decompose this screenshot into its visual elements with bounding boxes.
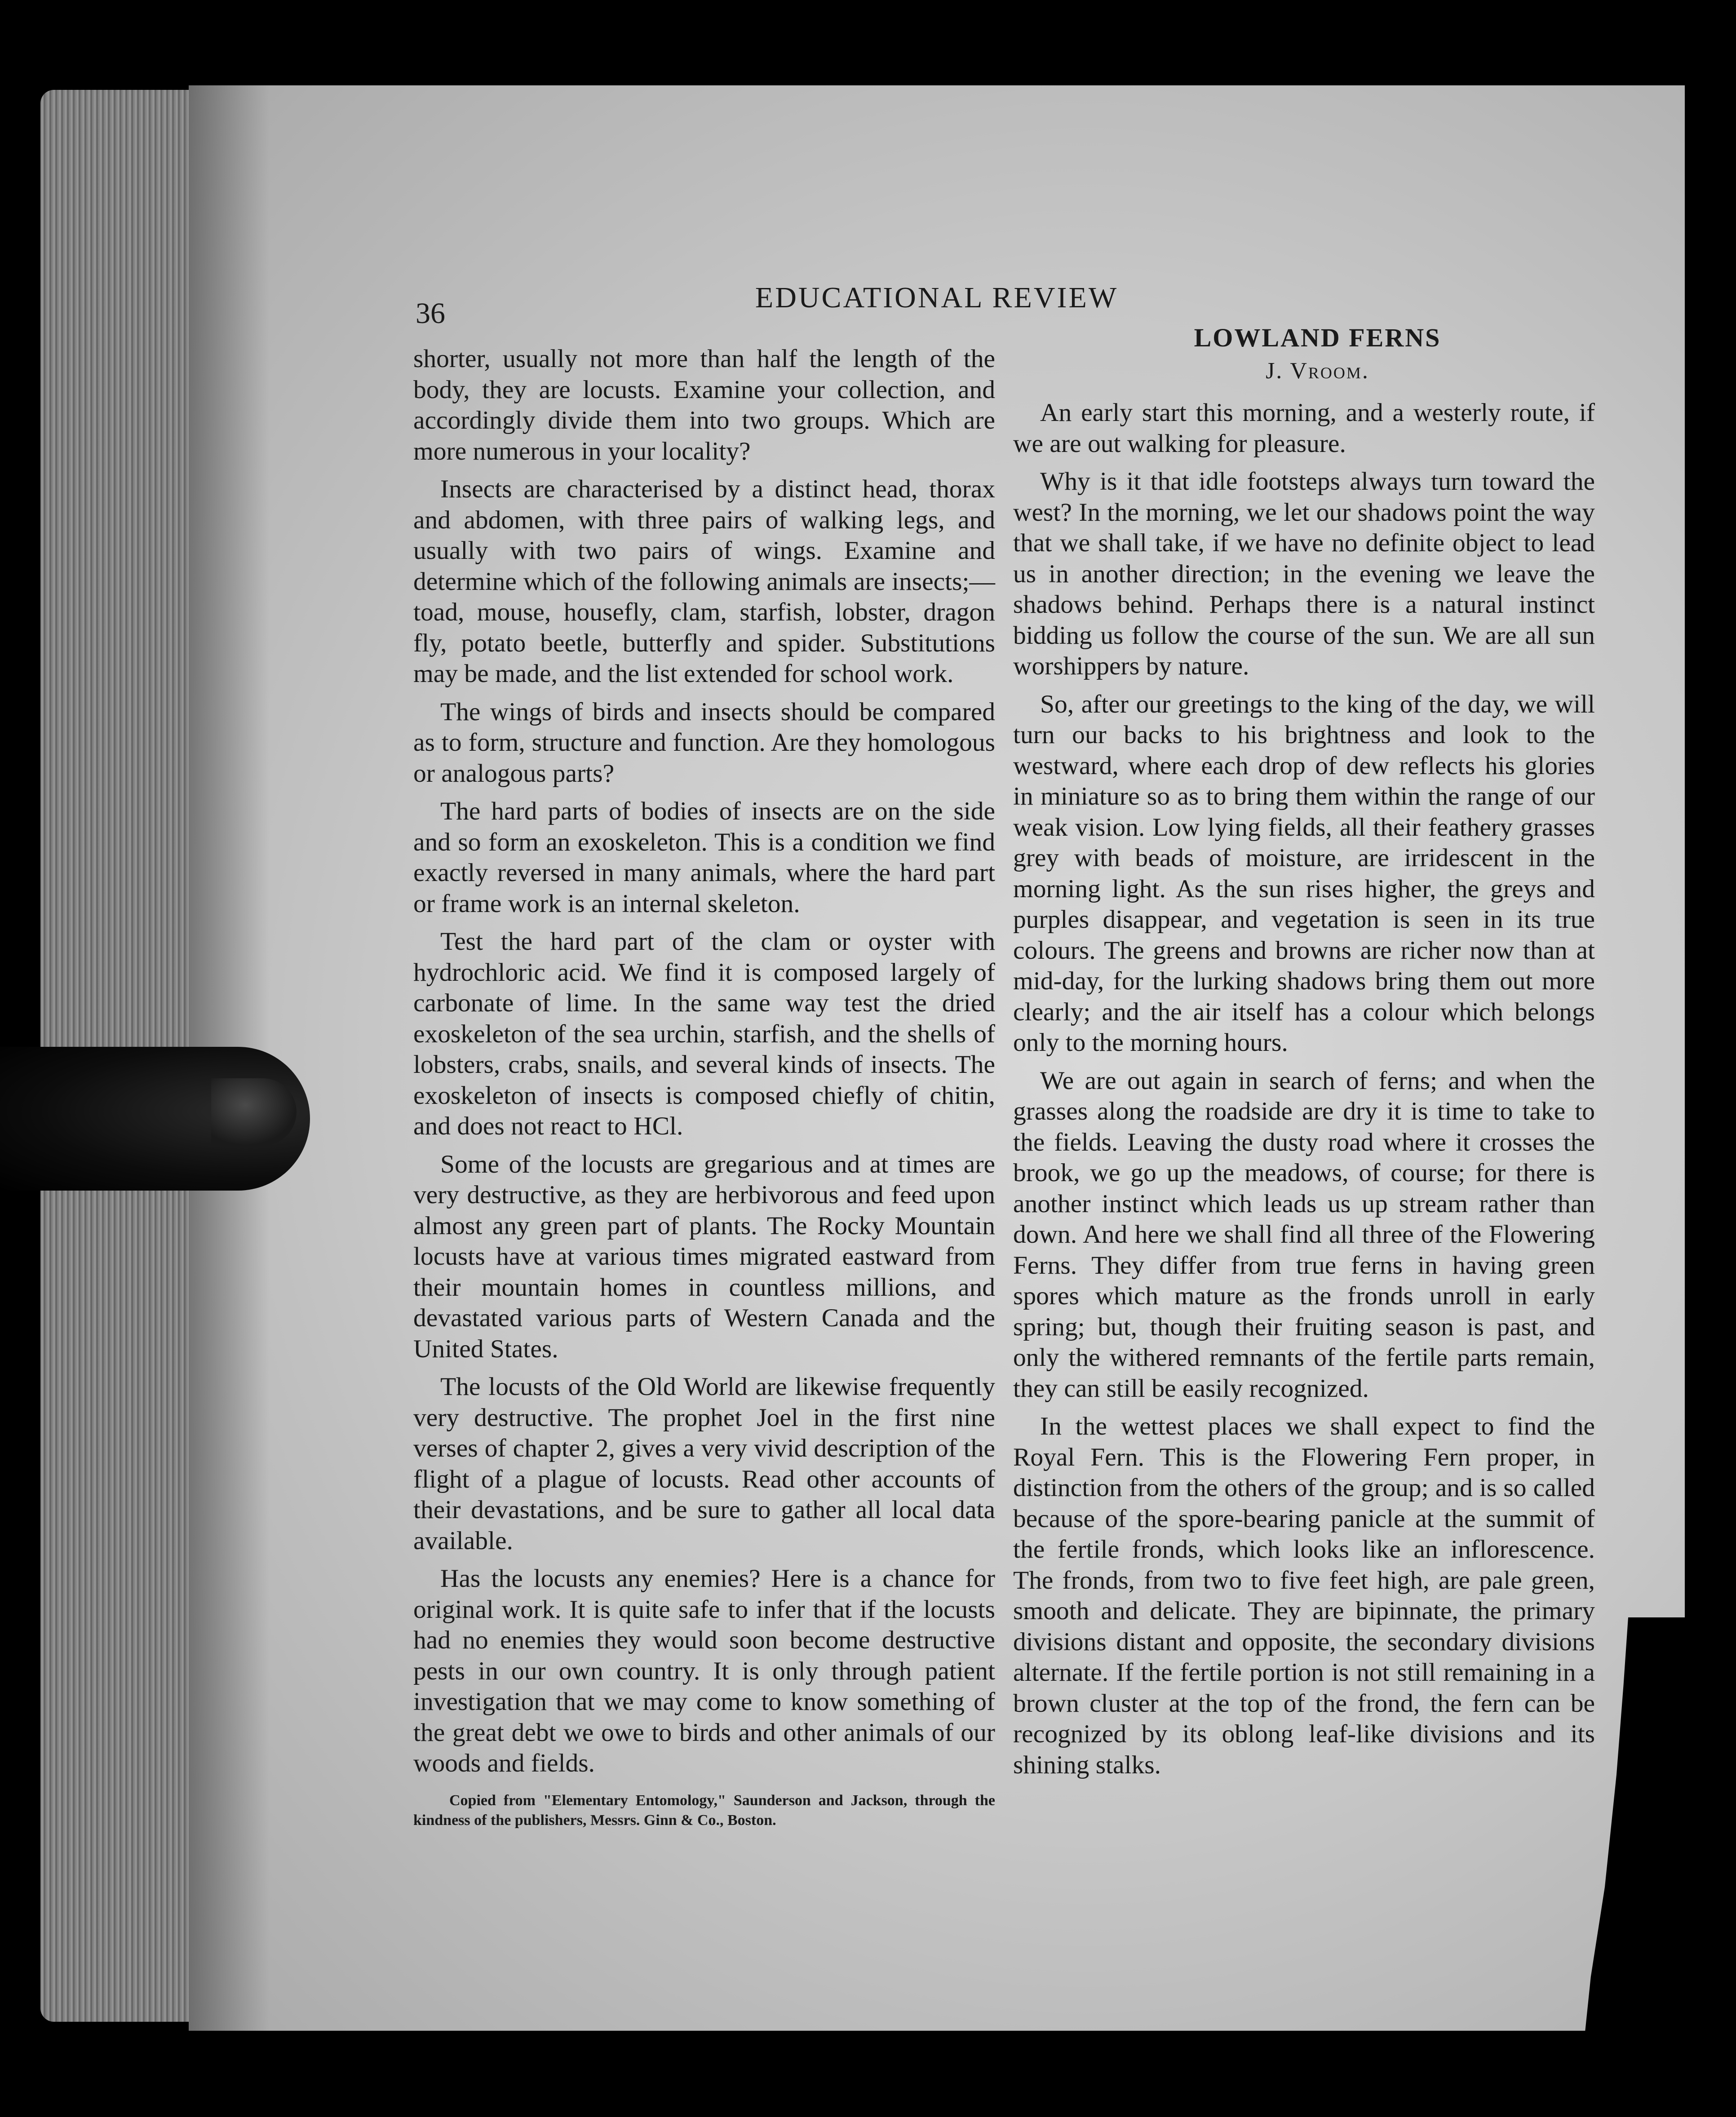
- paragraph: Insects are characterised by a distinct head, thorax and abdomen, with three pairs of walking legs, and usually with two pairs of wings. Examine and determine which of the following animals are insects;— toad, mouse, housefly, clam, starfish, lobster, dragon fly, potato beetle, butterfly and spider. Substitutions may be made, and the list extended for school work.: [413, 475, 995, 688]
- paragraph: Some of the locusts are gregarious and at times are very destructive, as they are herbivorous and feed upon almost any green part of plants. The Rocky Mountain locusts have at various times migrated eastward from their mountain homes in countless millions, and devastated various parts of Western Canada and the United States.: [413, 1150, 995, 1363]
- paragraph: Why is it that idle footsteps always turn toward the west? In the morning, we let our shadows point the way that we shall take, if we have no definite object to lead us in another direction; in the evening we leave the shadows behind. Perhaps there is a natural instinct bidding us follow the course of the sun. We are all sun worshippers by nature.: [1013, 467, 1595, 680]
- paragraph: The hard parts of bodies of insects are on the side and so form an exoskeleton. This is a condition we find exactly reversed in many animals, where the hard part or frame work is an internal skeleton.: [413, 797, 995, 918]
- paragraph: So, after our greetings to the king of the day, we will turn our backs to his brightness and look to the westward, where each drop of dew reflects his glories in miniature so as to bring them within the range of our weak vision. Low lying fields, all their feathery grasses grey with beads of moisture, are irridescent in the morning light. As the sun rises higher, the greys and purples disappear, and vegetation is seen in its true colours. The greens and browns are richer now than at mid-day, for the lurking shadows bring them out more clearly; and the air itself has a colour which belongs only to the morning hours.: [1013, 690, 1595, 1057]
- source-credit: Copied from "Elementary Entomology," Saunderson and Jackson, through the kindness of the publishers, Messrs. Ginn & Co., Boston.: [413, 1792, 995, 1829]
- paragraph: An early start this morning, and a westerly route, if we are out walking for pleasure.: [1013, 399, 1595, 458]
- paragraph: shorter, usually not more than half the length of the body, they are locusts. Examine your collection, and accordingly divide them into two groups. Which are more numerous in your locality?: [413, 345, 995, 465]
- paragraph: In the wettest places we shall expect to find the Royal Fern. This is the Flowering Fern proper, in distinction from the others of the group; and is so called because of the spore-bearing panicle at the summit of the fertile fronds, which looks like an inflorescence. The fronds, from two to five feet high, are pale green, smooth and delicate. They are bipinnate, the primary divisions distant and opposite, the secondary divisions alternate. If the fertile portion is not still remaining in a brown cluster at the top of the frond, the fern can be recognized by its oblong leaf-like divisions and its shining stalks.: [1013, 1412, 1595, 1779]
- paragraph: Has the locusts any enemies? Here is a chance for original work. It is quite safe to infer that if the locusts had no enemies they would soon become destructive pests in our own country. It is only through patient investigation that we may come to know something of the great debt we owe to birds and other animals of our woods and fields.: [413, 1564, 995, 1777]
- paragraph: Test the hard part of the clam or oyster with hydrochloric acid. We find it is composed largely of carbonate of lime. In the same way test the dried exoskeleton of the sea urchin, starfish, and the shells of lobsters, crabs, snails, and several kinds of insects. The exoskeleton of insects is composed chiefly of chitin, and does not react to HCl.: [413, 927, 995, 1140]
- paragraph: The wings of birds and insects should be compared as to form, structure and function. Are they homologous or analogous parts?: [413, 697, 995, 788]
- page-number: 36: [416, 297, 445, 330]
- right-column: [1013, 321, 1595, 1788]
- article-title: LOWLAND FERNS: [1194, 323, 1441, 352]
- running-head: EDUCATIONAL REVIEW: [755, 281, 1119, 314]
- book-page: [189, 85, 1685, 2031]
- article-author: J. Vroom.: [1266, 358, 1369, 384]
- left-column: [413, 344, 995, 1838]
- thumbnail-highlight: [211, 1078, 297, 1146]
- paragraph: We are out again in search of ferns; and when the grasses along the roadside are dry it is time to take to the fields. Leaving the dusty road where it crosses the brook, we go up the meadows, of course; for there is another instinct which leads us up stream rather than down. And here we shall find all three of the Flowering Ferns. They differ from true ferns in having green spores which mature as the fronds unroll in early spring; but, though their fruiting season is past, and only the withered remnants of the fertile parts remain, they can still be easily recognized.: [1013, 1066, 1595, 1403]
- paragraph: The locusts of the Old World are likewise frequently very destructive. The prophet Joel in the first nine verses of chapter 2, gives a very vivid description of the flight of a plague of locusts. Read other accounts of their devastations, and be sure to gather all local data available.: [413, 1373, 995, 1555]
